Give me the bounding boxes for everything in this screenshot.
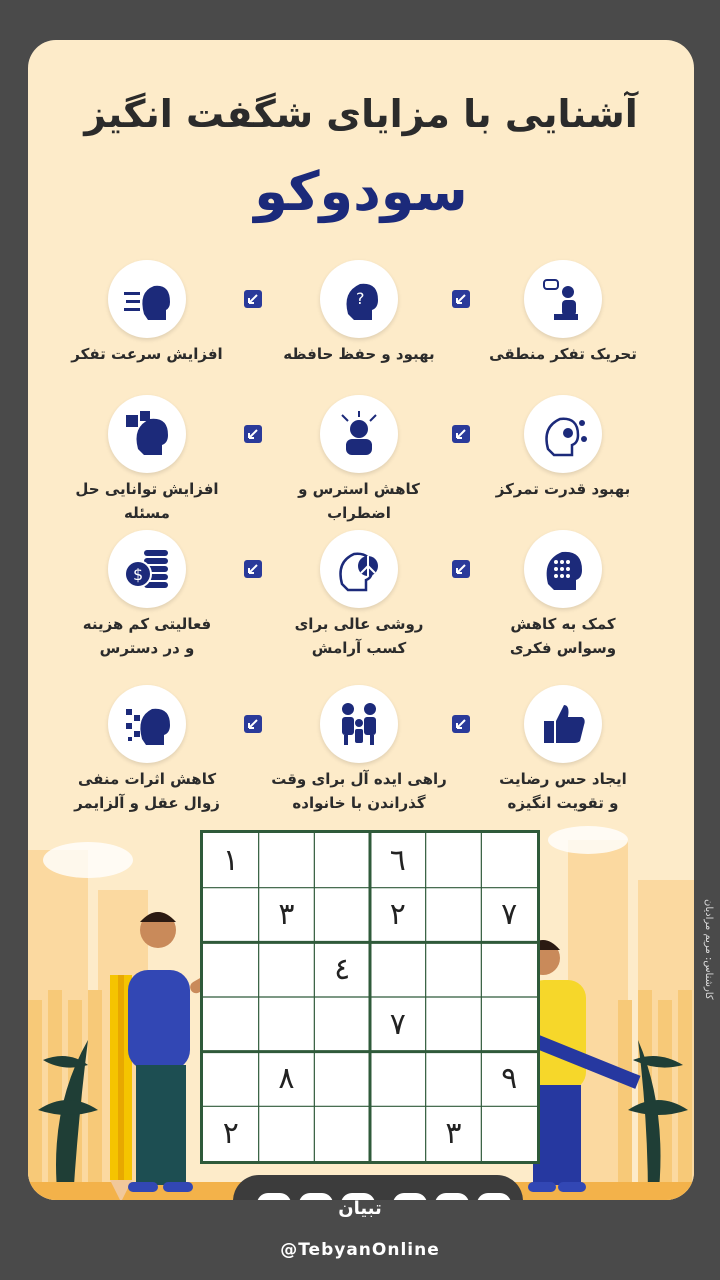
arrow-icon	[452, 425, 470, 443]
svg-text:?: ?	[356, 289, 365, 308]
sudoku-cell: ٣	[445, 1116, 462, 1152]
sudoku-cell: ٧	[389, 1006, 406, 1042]
benefit-label: افزایش سرعت تفکر	[71, 345, 223, 363]
arrow-icon	[452, 290, 470, 308]
arrow-icon	[244, 715, 262, 733]
arrow-icon	[244, 560, 262, 578]
fast-brain-icon	[108, 260, 186, 338]
focus-head-icon	[524, 395, 602, 473]
benefit-label: راهی ایده آل برای وقت گذراندن با خانواده	[271, 770, 447, 812]
pixel-head-icon	[108, 685, 186, 763]
benefit-label: روشی عالی برای کسب آرامش	[294, 615, 424, 657]
benefit-label: ایجاد حس رضایت و تقویت انگیزه	[499, 770, 627, 812]
svg-text:$: $	[133, 565, 144, 584]
benefit-label: بهبود قدرت تمرکز	[495, 480, 631, 498]
question-head-icon	[320, 260, 398, 338]
puzzle-head-icon	[108, 395, 186, 473]
sudoku-cell: ١	[222, 842, 239, 878]
thumbs-up-icon	[524, 685, 602, 763]
sudoku-cell: ٢	[222, 1116, 239, 1152]
credit-text: کارشناس: مریم مرادیان	[703, 899, 714, 1000]
arrow-icon	[452, 715, 470, 733]
sudoku-cell: ٢	[389, 897, 406, 933]
family-icon	[320, 685, 398, 763]
thinking-person-icon	[524, 260, 602, 338]
social-handle[interactable]: @TebyanOnline	[280, 1240, 440, 1260]
sudoku-grid	[200, 830, 540, 1164]
arrow-icon	[244, 290, 262, 308]
benefit-label: فعالیتی کم هزینه و در دسترس	[82, 615, 212, 657]
benefit-label: کاهش استرس و اضطراب	[298, 480, 420, 522]
peace-head-icon	[320, 530, 398, 608]
benefit-label: بهبود و حفظ حافظه	[283, 345, 435, 363]
arrow-icon	[244, 425, 262, 443]
sudoku-cell: ٩	[501, 1061, 518, 1097]
dots-head-icon	[524, 530, 602, 608]
coins-icon	[108, 530, 186, 608]
title-line-1: آشنایی با مزایای شگفت انگیز	[84, 92, 638, 136]
benefit-label: تحریک تفکر منطقی	[489, 345, 637, 363]
benefit-label: افزایش توانایی حل مسئله	[75, 480, 219, 522]
sudoku-cell: ٤	[334, 952, 351, 988]
infographic-card	[28, 40, 694, 1200]
benefit-label: کمک به کاهش وسواس فکری	[509, 615, 617, 657]
arrow-icon	[452, 560, 470, 578]
stressed-person-icon	[320, 395, 398, 473]
benefit-label: کاهش اثرات منفی زوال عقل و آلزایمر	[74, 770, 220, 812]
brand-name: تبیان	[338, 1198, 382, 1219]
sudoku-cell: ٨	[278, 1061, 295, 1097]
title-line-2: سودوکو	[254, 160, 468, 223]
social-bar	[233, 1175, 523, 1200]
sudoku-cell: ٦	[389, 842, 406, 878]
sudoku-cell: ٧	[501, 897, 518, 933]
sudoku-cell: ٣	[278, 897, 295, 933]
